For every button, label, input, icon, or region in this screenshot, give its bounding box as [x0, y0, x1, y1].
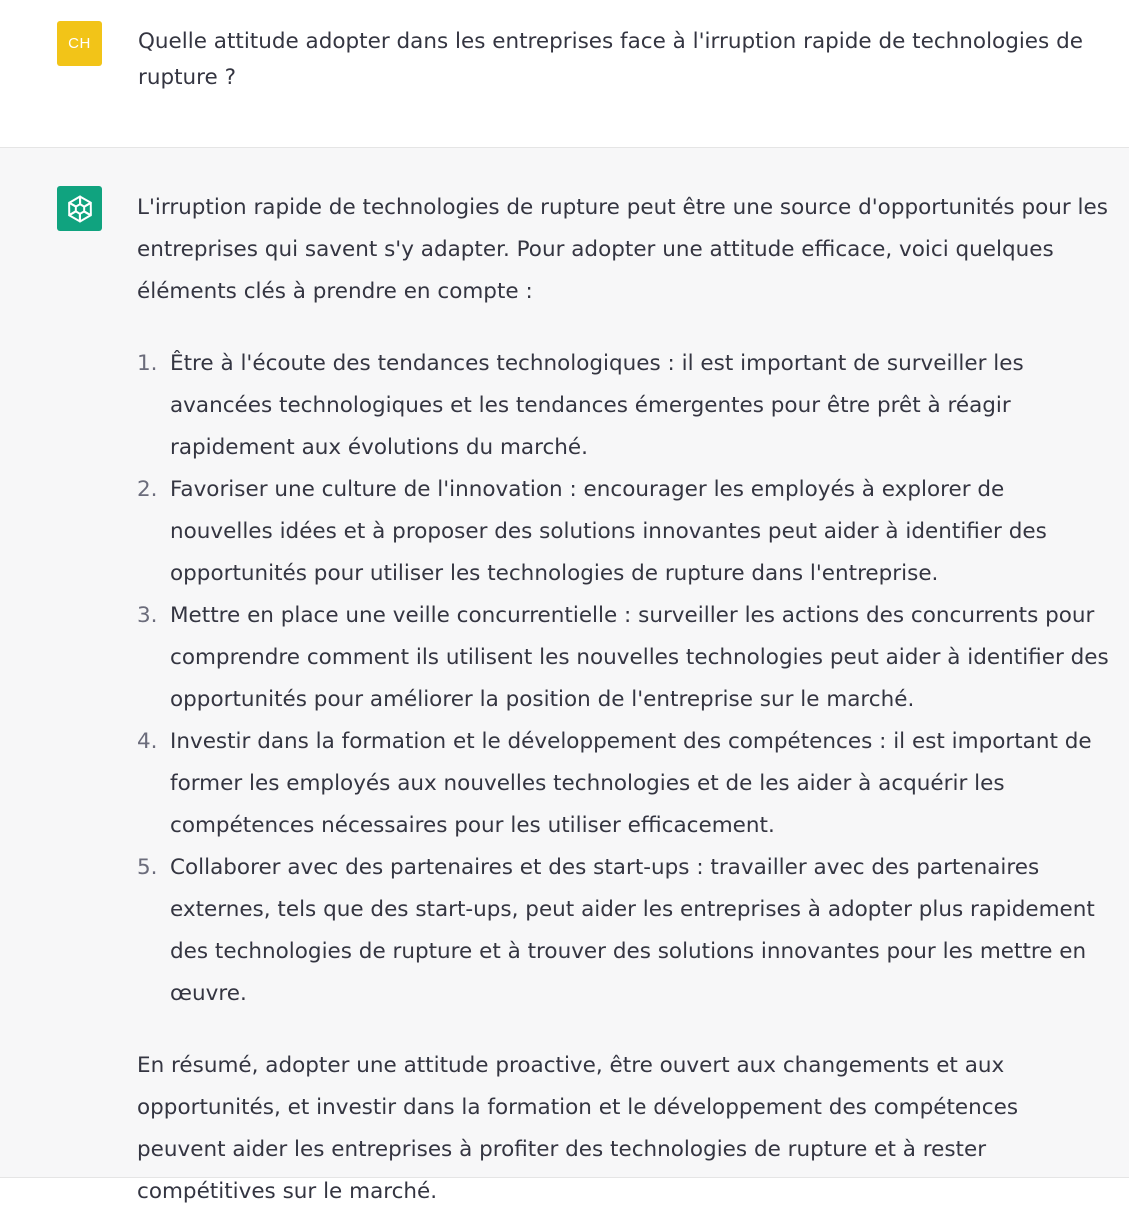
assistant-avatar: [57, 186, 102, 231]
assistant-message-row: [0, 148, 1129, 1204]
list-item-text: Collaborer avec des partenaires et des start-ups : travailler avec des partenaires externes, tels que des start-ups, peut aider les entreprises à adopter plus rapidement des technologies de rupture et à trouver des solutions innovantes pour les mettre en œuvre.: [170, 855, 1095, 1006]
list-item: [137, 721, 1112, 847]
list-item: [137, 343, 1112, 469]
assistant-points-list: [137, 343, 1112, 1015]
list-item-number: 1.: [137, 351, 158, 376]
list-item-number: 2.: [137, 477, 158, 502]
list-item-text: Être à l'écoute des tendances technologiques : il est important de surveiller les avancées technologiques et les tendances émergentes pour être prêt à réagir rapidement aux évolutions du marché.: [170, 351, 1024, 460]
list-item: [137, 847, 1112, 1015]
user-avatar: CH: [57, 21, 102, 66]
assistant-intro: L'irruption rapide de technologies de rupture peut être une source d'opportunités pour les entreprises qui savent s'y adapter. Pour adopter une attitude efficace, voici quelques éléments clés à prendre en compte :: [137, 195, 1108, 304]
list-item: [137, 469, 1112, 595]
list-item-number: 5.: [137, 855, 158, 880]
user-message-row: [0, 0, 1129, 148]
openai-logo-icon: [64, 193, 96, 225]
assistant-message-content: [137, 187, 1112, 1213]
assistant-conclusion: En résumé, adopter une attitude proactive, être ouvert aux changements et aux opportunités, et investir dans la formation et le développement des compétences peuvent aider les entreprises à profiter des technologies de rupture et à rester compétitives sur le marché.: [137, 1053, 1019, 1204]
list-item-text: Investir dans la formation et le développement des compétences : il est important de former les employés aux nouvelles technologies et de les aider à acquérir les compétences nécessaires pour les utiliser efficacement.: [170, 729, 1092, 838]
list-item-number: 4.: [137, 729, 158, 754]
list-item-text: Favoriser une culture de l'innovation : encourager les employés à explorer de nouvelles idées et à proposer des solutions innovantes peut aider à identifier des opportunités pour utiliser les technologies de rupture dans l'entreprise.: [170, 477, 1047, 586]
list-item-number: 3.: [137, 603, 158, 628]
user-message-text: Quelle attitude adopter dans les entreprises face à l'irruption rapide de technologies de rupture ?: [138, 29, 1083, 90]
list-item-text: Mettre en place une veille concurrentielle : surveiller les actions des concurrents pour comprendre comment ils utilisent les nouvelles technologies peut aider à identifier des opportunités pour améliorer la position de l'entreprise sur le marché.: [170, 603, 1109, 712]
list-item: [137, 595, 1112, 721]
